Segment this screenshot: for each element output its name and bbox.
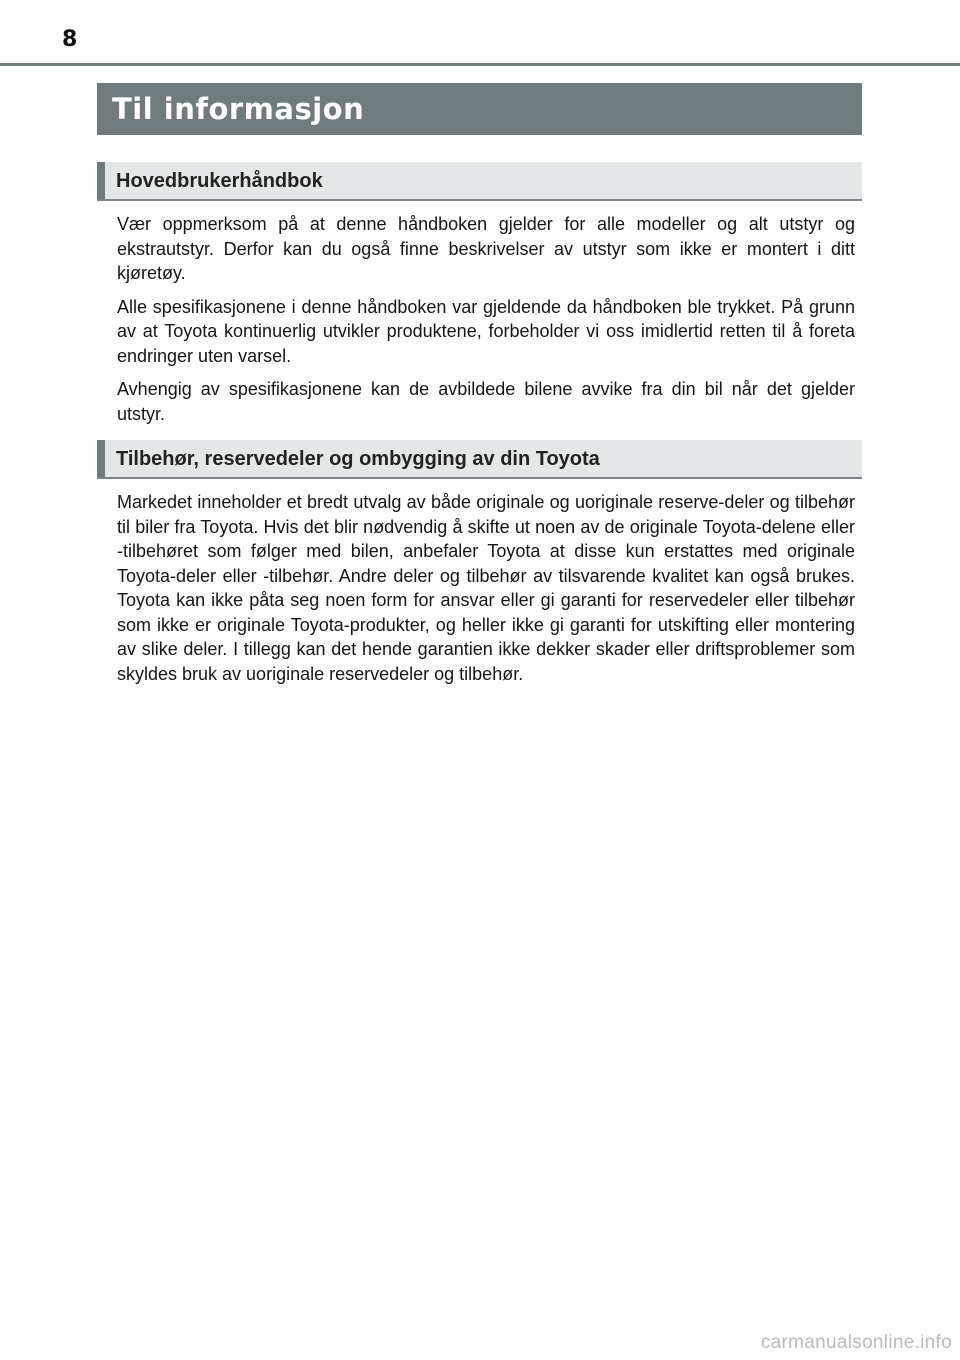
paragraph: Avhengig av spesifikasjonene kan de avbildede bilene avvike fra din bil når det gjelder utstyr. xyxy=(117,379,855,424)
paragraph: Markedet inneholder et bredt utvalg av både originale og uoriginale reserve-deler og tilbehør til biler fra Toyota. Hvis det blir nødvendig å skifte ut noen av de originale Toyota-delene eller -tilbehøret som følger med bilen, anbefaler Toyota at disse kun erstattes med originale Toyota-deler eller -tilbehør. Andre deler og tilbehør av tilsvarende kvalitet kan også brukes. Toyota kan ikke påta seg noen form for ansvar eller gi garanti for reservedeler eller tilbehør som ikke er originale Toyota-produkter, og heller ikke gi garanti for utskifting eller montering av slike deler. I tillegg kan det hende garantien ikke dekker skader eller driftsproblemer som skyldes bruk av uoriginale reservedeler og tilbehør. xyxy=(117,492,855,684)
watermark: carmanualsonline.info xyxy=(760,1332,952,1353)
section-body-tilbehor xyxy=(117,490,855,695)
section-accent-bar xyxy=(97,440,105,477)
section-heading-label: Hovedbrukerhåndbok xyxy=(116,170,323,192)
section-heading-hovedbrukerhandbok xyxy=(97,162,862,201)
paragraph: Vær oppmerksom på at denne håndboken gjelder for alle modeller og alt utstyr og ekstrautstyr. Derfor kan du også finne beskrivelser av utstyr som ikke er montert i ditt kjøretøy. xyxy=(117,214,855,283)
chapter-title-bar xyxy=(97,83,862,135)
chapter-title: Til informasjon xyxy=(112,92,365,126)
section-heading-label: Tilbehør, reservedeler og ombygging av din Toyota xyxy=(116,448,600,470)
paragraph: Alle spesifikasjonene i denne håndboken var gjeldende da håndboken ble trykket. På grunn av at Toyota kontinuerlig utvikler produktene, forbeholder vi oss imidlertid retten til å foreta endringer uten varsel. xyxy=(117,296,855,366)
header-rule xyxy=(0,63,960,66)
section-heading-tilbehor xyxy=(97,440,862,479)
page-number: 8 xyxy=(62,27,78,52)
section-body-hovedbrukerhandbok xyxy=(117,212,855,435)
section-accent-bar xyxy=(97,162,105,199)
